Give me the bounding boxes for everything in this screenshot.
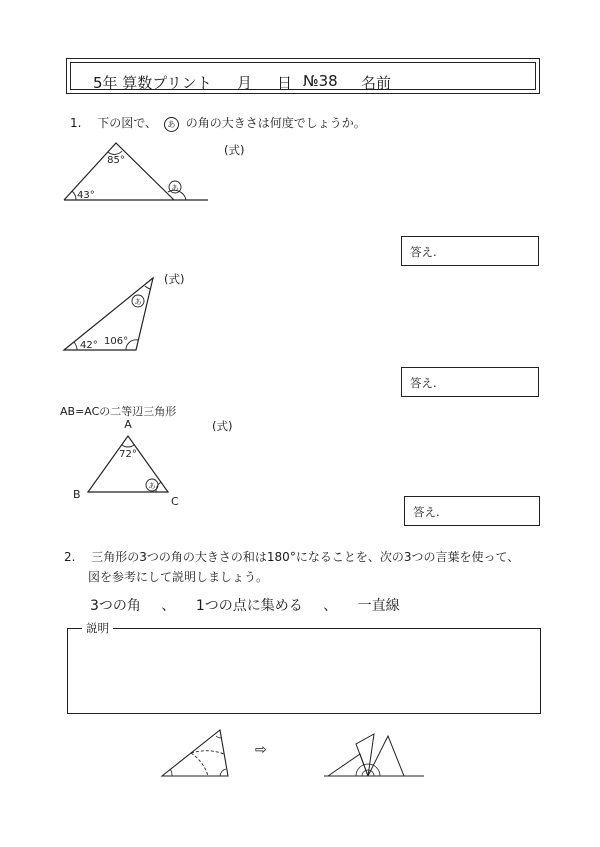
q2-number: 2. [64,550,76,564]
keyword-row [90,595,400,615]
q1c-answer-label: 答え. [413,505,440,519]
q1-number: 1. [70,116,82,130]
vertex-b-label: B [73,488,81,501]
triangle-figure-2 [58,270,168,355]
triangle-2-target-label: あ [134,298,142,306]
q1-text: 下の図で、 [97,116,158,130]
cut-left-arc [170,769,172,776]
triangle-1-left-arc [72,191,76,200]
triangle-3-target-label: あ [148,482,156,490]
cut-triangle-diagram [158,726,238,782]
vertex-c-label: C [171,495,179,508]
keyword-separator-1: 、 [161,598,176,614]
q1b-answer-box[interactable] [401,367,539,397]
piece-right [368,736,404,776]
piece-left [328,754,368,776]
cut-line-2 [191,751,224,754]
triangle-figure-1 [58,135,218,210]
triangle-1-top-angle: 85° [107,155,125,166]
keyword-separator-2: 、 [323,598,338,614]
triangle-3-top-arc [122,445,134,447]
triangle-2-left-angle: 42° [80,340,98,351]
q2-text-2: 図を参考にして説明しましょう。 [88,570,269,584]
name-label: 名前 [361,74,392,92]
cut-line-1 [191,753,208,776]
q1a-answer-box[interactable] [401,236,539,266]
q1-statement [70,114,366,132]
q1c-answer-box[interactable] [404,496,540,526]
triangle-1-top-arc [108,151,122,154]
triangle-3-edges [88,436,168,492]
triangle-3-top-angle: 72° [119,449,137,460]
explanation-label: 説明 [82,620,113,636]
arrow-right-icon: ⇨ [255,742,267,758]
isosceles-caption: AB=ACの二等辺三角形 [60,405,177,418]
q1a-answer-label: 答え. [410,245,437,259]
cut-right-arc [220,769,226,776]
q1c-formula-label: (式) [212,419,233,433]
q1-text-2: の角の大きさは何度でしょうか。 [185,116,366,130]
day-label: 日 [277,74,293,92]
triangle-1-left-angle: 43° [77,190,95,201]
triangle-2-top-arc [145,286,151,289]
q1a-formula-label: (式) [224,143,245,157]
keyword-straight-line: 一直線 [357,598,400,614]
q1b-answer-label: 答え. [410,376,437,390]
gathered-angles-diagram [318,726,428,782]
keyword-three-angles: 3つの角 [90,598,141,614]
angle-symbol-circled: あ [164,117,179,132]
month-label: 月 [237,74,253,92]
header-inner-border [70,62,536,90]
explanation-box[interactable] [67,621,541,714]
q2-line-1 [64,548,519,565]
sheet-number: №38 [303,72,338,90]
keyword-gather-point: 1つの点に集める [195,598,303,614]
cut-triangle-edges [162,730,228,776]
triangle-figure-3 [70,416,190,508]
q2-text-1: 三角形の3つの角の大きさの和は180°になることを、次の3つの言葉を使って、 [91,550,520,564]
triangle-3-right-arc [156,482,161,492]
triangle-2-inner-angle: 106° [104,336,129,347]
q1b-formula-label: (式) [164,272,185,286]
vertex-a-label: A [124,418,132,431]
triangle-2-left-arc [74,342,77,350]
grade-title: 5年 算数プリント [93,74,212,92]
triangle-1-target-label: あ [171,184,179,192]
header-box [66,58,540,94]
